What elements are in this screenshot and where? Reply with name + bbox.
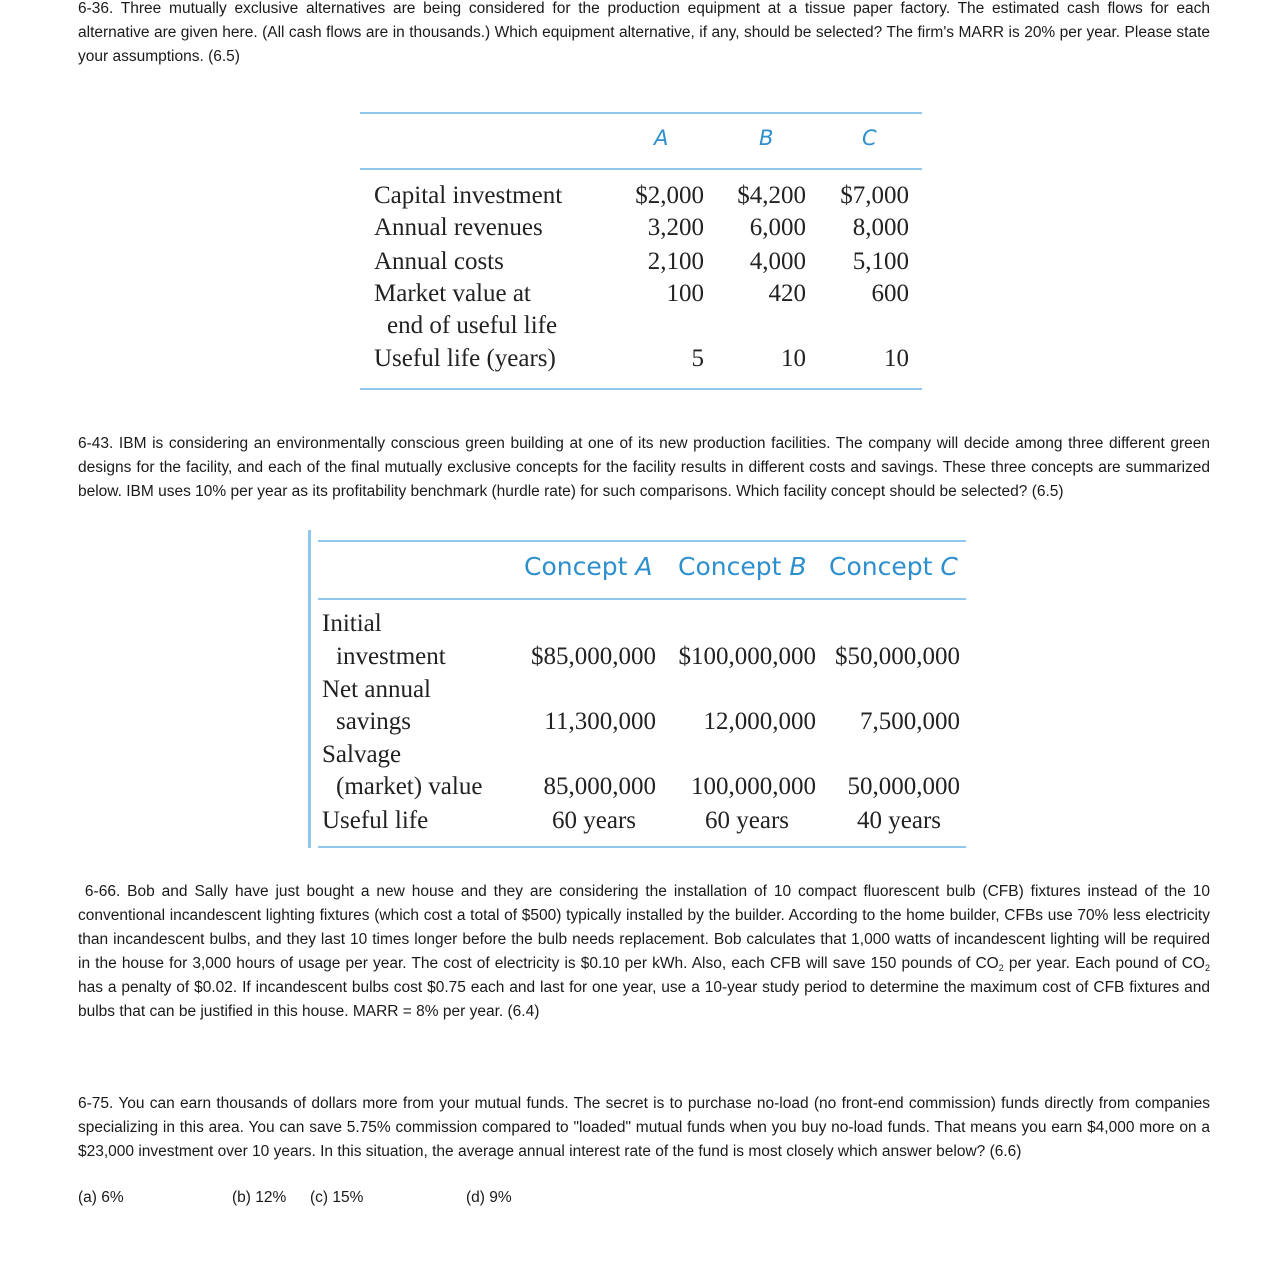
cell-costs-b: 4,000 [749, 248, 806, 275]
row-label-salvage-cont: (market) value [336, 773, 483, 800]
choice-a: (a) 6% [78, 1189, 124, 1206]
problem-6-66-text: 6-66. Bob and Sally have just bought a new house and they are considering the installation of 10 compact fluorescent bulb (CFB) fixtures instead of the 10 conventional incandescent lighting fixtures (which cost a total of $500) typically installed by the builder. According to the home builder, CFBs use 70% less electricity than incandescent bulbs, and they last 10 times longer before the bulb needs replacement. Bob calculates that 1,000 watts of incandescent lighting will be required in the house for 3,000 hours of usage per year. The cost of electricity is $0.10 per kWh. Also, each CFB will save 150 pounds of $CO_2$ per year. Each pound of $CO_2$ has a penalty of $0.02. If incandescent bulbs cost $0.75 each and last for one year, use a 10-year study period to determine the maximum cost of CFB fixtures and bulbs that can be justified in this house. MARR = 8% per year. (6.4) [78, 883, 1211, 1020]
cell-savings-c: 7,500,000 [860, 708, 960, 735]
row-label-useful-life: Useful life [322, 807, 429, 834]
choice-b: (b) 12% [232, 1189, 287, 1206]
problem-6-43-text: 6-43. IBM is considering an environmentally conscious green building at one of its new production facilities. The company will decide among three different green designs for the facility, and each of the final mutually exclusive concepts for the facility results in different costs and savings. These three concepts are summarized below. IBM uses 10% per year as its profitability benchmark (hurdle rate) for such comparisons. Which facility concept should be selected? (6.5) [78, 435, 1210, 500]
cell-revenues-c: 8,000 [852, 214, 909, 241]
table-6-36 [360, 112, 922, 390]
row-label-net-annual-cont: savings [336, 708, 411, 735]
cell-market-b: 420 [768, 280, 806, 307]
table-left-bar [308, 530, 311, 848]
cell-life-a: 5 [691, 345, 704, 372]
choice-d: (d) 9% [466, 1189, 512, 1206]
cell-capital-b: $4,200 [737, 182, 806, 209]
cell-capital-a: $2,000 [635, 182, 704, 209]
cell-capital-c: $7,000 [840, 182, 909, 209]
column-header-concept-b: Concept B [678, 552, 807, 581]
cell-salvage-c: 50,000,000 [847, 773, 960, 800]
row-label-market-value-cont: end of useful life [387, 312, 558, 339]
cell-market-a: 100 [666, 280, 704, 307]
cell-savings-a: 11,300,000 [544, 708, 656, 735]
column-header-concept-a: Concept A [524, 552, 653, 581]
table-header-rule [318, 598, 966, 600]
row-label-annual-costs: Annual costs [374, 248, 504, 275]
column-header-concept-c: Concept C [829, 552, 958, 581]
row-label-initial: Initial [322, 610, 382, 637]
cell-revenues-a: 3,200 [647, 214, 704, 241]
cell-market-c: 600 [871, 280, 909, 307]
table-top-rule [318, 540, 966, 542]
cell-life-b: 60 years [705, 807, 789, 834]
cell-life-c: 40 years [857, 807, 941, 834]
cell-investment-a: $85,000,000 [531, 643, 656, 670]
table-header-rule [360, 168, 922, 170]
column-header-a: A [654, 126, 669, 150]
table-bottom-rule [318, 846, 966, 848]
cell-savings-b: 12,000,000 [703, 708, 816, 735]
cell-costs-a: 2,100 [647, 248, 704, 275]
row-label-net-annual: Net annual [322, 676, 431, 703]
row-label-capital-investment: Capital investment [374, 182, 563, 209]
cell-investment-b: $100,000,000 [678, 643, 816, 670]
cell-revenues-b: 6,000 [749, 214, 806, 241]
problem-6-75-text: 6-75. You can earn thousands of dollars more from your mutual funds. The secret is to purchase no-load (no front-end commission) funds directly from companies specializing in this area. You can save 5.75% commission compared to "loaded" mutual funds when you buy no-load funds. That means you earn $4,000 more on a $23,000 investment over 10 years. In this situation, the average annual interest rate of the fund is most closely which answer below? (6.6) [78, 1095, 1210, 1160]
row-label-initial-cont: investment [336, 643, 446, 670]
table-top-rule [360, 112, 922, 114]
table-bottom-rule [360, 388, 922, 390]
row-label-salvage: Salvage [322, 741, 402, 768]
column-header-c: C [862, 126, 877, 150]
row-label-useful-life: Useful life (years) [374, 345, 556, 372]
cell-life-a: 60 years [552, 807, 636, 834]
row-label-market-value: Market value at [374, 280, 531, 307]
cell-salvage-b: 100,000,000 [691, 773, 816, 800]
cell-investment-c: $50,000,000 [835, 643, 960, 670]
cell-costs-c: 5,100 [852, 248, 909, 275]
problem-6-36-text: 6-36. Three mutually exclusive alternatives are being considered for the production equipment at a tissue paper factory. The estimated cash flows for each alternative are given here. (All cash flows are in thousands.) Which equipment alternative, if any, should be selected? The firm's MARR is 20% per year. Please state your assumptions. (6.5) [78, 0, 1210, 65]
row-label-annual-revenues: Annual revenues [374, 214, 543, 241]
cell-life-b: 10 [781, 345, 806, 372]
cell-life-c: 10 [884, 345, 909, 372]
choice-c: (c) 15% [310, 1189, 364, 1206]
table-6-43 [308, 530, 966, 852]
cell-salvage-a: 85,000,000 [543, 773, 656, 800]
column-header-b: B [759, 126, 774, 150]
